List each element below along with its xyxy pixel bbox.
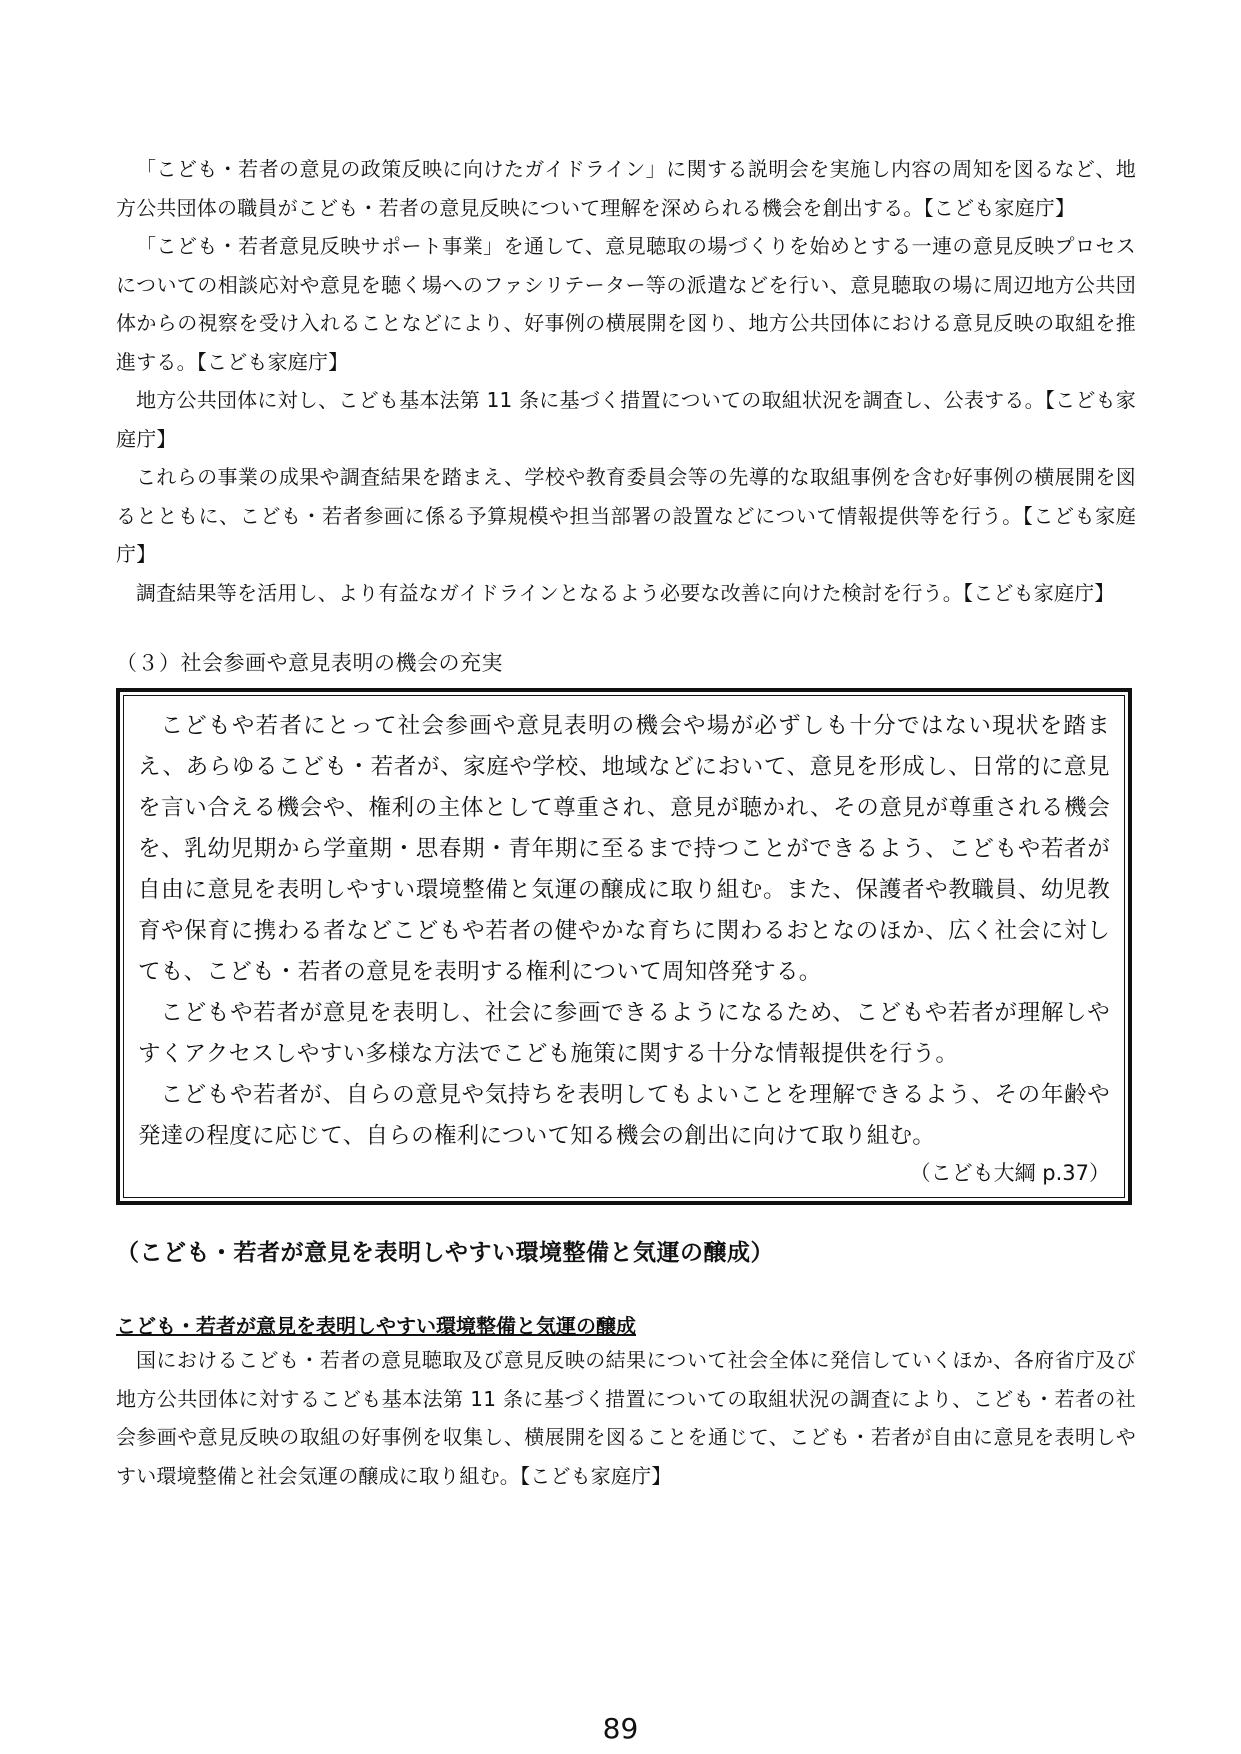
- paragraph-survey-publication: 地方公共団体に対し、こども基本法第 11 条に基づく措置についての取組状況を調査し、公表する。【こども家庭庁】: [116, 388, 1136, 451]
- section-heading: （３）社会参画や意見表明の機会の充実: [116, 651, 503, 675]
- paragraph-best-practice-sharing: これらの事業の成果や調査結果を踏まえ、学校や教育委員会等の先導的な取組事例を含む好事例の横展開を図るとともに、こども・若者参画に係る予算規模や担当部署の設置などについて情報提供等を行う。【こども家庭庁】: [116, 465, 1136, 566]
- quote-citation: （こども大綱 p.37）: [909, 1161, 1110, 1185]
- paragraph-guideline-improvement: 調査結果等を活用し、より有益なガイドラインとなるよう必要な改善に向けた検討を行う。【こども家庭庁】: [136, 580, 1115, 605]
- quote-box-inner: [123, 695, 1125, 1198]
- quote-box: [116, 688, 1132, 1205]
- quote-paragraph: こどもや若者にとって社会参画や意見表明の機会や場が必ずしも十分ではない現状を踏まえ、あらゆるこども・若者が、家庭や学校、地域などにおいて、意見を形成し、日常的に意見を言い合える機会や、権利の主体として尊重され、意見が聴かれ、その意見が尊重される機会を、乳幼児期から学童期・思春期・青年期に至るまで持つことができるよう、こどもや若者が自由に意見を表明しやすい環境整備と気運の醸成に取り組む。また、保護者や教職員、幼児教育や保育に携わる者などこどもや若者の健やかな育ちに関わるおとなのほか、広く社会に対しても、こども・若者の意見を表明する権利について周知啓発する。: [138, 713, 1110, 985]
- quote-paragraph: こどもや若者が、自らの意見や気持ちを表明してもよいことを理解できるよう、その年齢や発達の程度に応じて、自らの権利について知る機会の創出に向けて取り組む。: [138, 1082, 1110, 1149]
- paragraph-environment-building: 国におけるこども・若者の意見聴取及び意見反映の結果について社会全体に発信していくほか、各府省庁及び地方公共団体に対するこども基本法第 11 条に基づく措置についての取組状況の調査により、こども・若者の社会参画や意見反映の取組の好事例を収集し、横展開を図ることを通じて、こども・若者が自由に意見を表明しやすい環境整備と社会気運の醸成に取り組む。【こども家庭庁】: [116, 1348, 1136, 1488]
- paragraph-support-project: 「こども・若者意見反映サポート事業」を通して、意見聴取の場づくりを始めとする一連の意見反映プロセスについての相談応対や意見を聴く場へのファシリテーター等の派遣などを行い、意見聴取の場に周辺地方公共団体からの視察を受け入れることなどにより、好事例の横展開を図り、地方公共団体における意見反映の取組を推進する。【こども家庭庁】: [116, 234, 1136, 374]
- underlined-item-heading: こども・若者が意見を表明しやすい環境整備と気運の醸成: [116, 1314, 636, 1338]
- paragraph-guideline-briefing: 「こども・若者の意見の政策反映に向けたガイドライン」に関する説明会を実施し内容の周知を図るなど、地方公共団体の職員がこども・若者の意見反映について理解を深められる機会を創出する。【こども家庭庁】: [116, 157, 1136, 220]
- document-page: [116, 150, 1136, 1495]
- quote-paragraph: こどもや若者が意見を表明し、社会に参画できるようになるため、こどもや若者が理解しやすくアクセスしやすい多様な方法でこども施策に関する十分な情報提供を行う。: [138, 1000, 1110, 1067]
- bold-subheading: （こども・若者が意見を表明しやすい環境整備と気運の醸成）: [116, 1240, 774, 1266]
- page-number: 89: [602, 1712, 639, 1745]
